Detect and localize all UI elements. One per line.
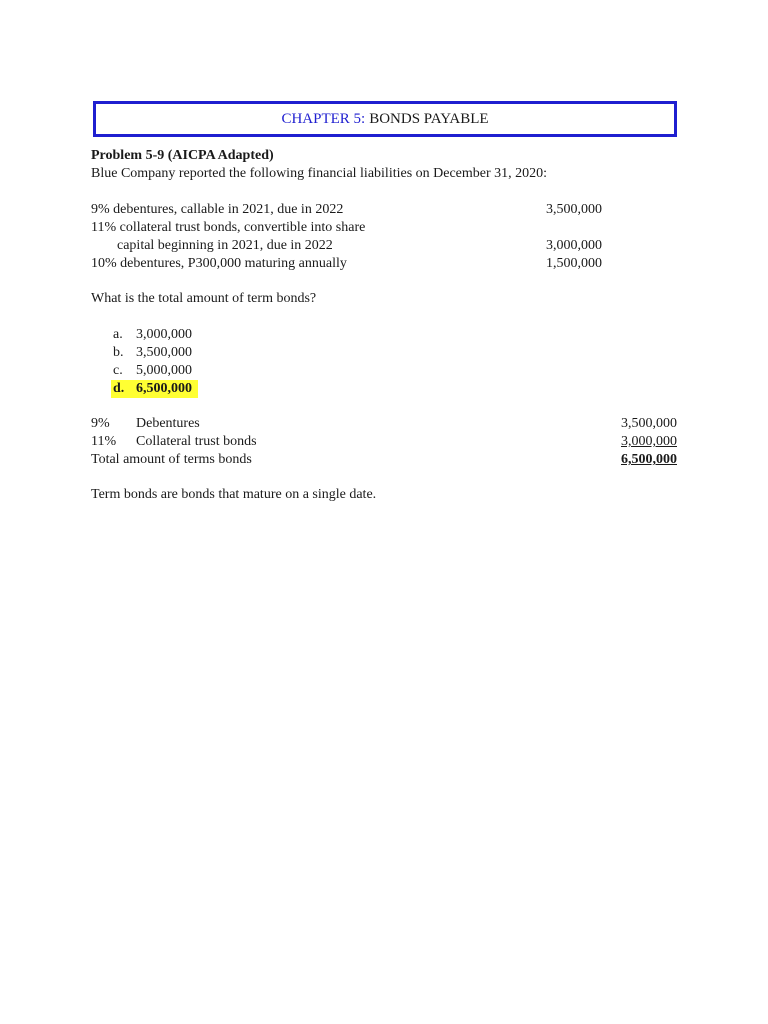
choice-c-value: 5,000,000 [136, 363, 192, 378]
liability-amount-2: 3,000,000 [546, 238, 602, 253]
solution-rate-2: 11% [91, 434, 117, 449]
solution-amount-2: 3,000,000 [621, 434, 677, 449]
solution-amount-1: 3,500,000 [621, 416, 677, 431]
liability-item-1: 9% debentures, callable in 2021, due in 2022 [91, 202, 344, 217]
liability-item-2-cont: capital beginning in 2021, due in 2022 [117, 238, 333, 253]
chapter-title-box [93, 101, 677, 137]
chapter-label: CHAPTER 5: [281, 110, 366, 127]
chapter-subject: BONDS PAYABLE [369, 110, 489, 127]
solution-note: Term bonds are bonds that mature on a single date. [91, 487, 377, 502]
solution-rate-1: 9% [91, 416, 110, 431]
liability-amount-1: 3,500,000 [546, 202, 602, 217]
solution-total-amount: 6,500,000 [621, 452, 677, 467]
liability-item-3: 10% debentures, P300,000 maturing annually [91, 256, 347, 271]
solution-desc-1: Debentures [136, 416, 200, 431]
choice-a-letter: a. [113, 327, 123, 342]
choice-b-letter: b. [113, 345, 124, 360]
liability-amount-3: 1,500,000 [546, 256, 602, 271]
choice-d-letter: d. [113, 381, 125, 396]
choice-d-answer [111, 380, 198, 398]
solution-total-label: Total amount of terms bonds [91, 452, 252, 467]
choice-c-letter: c. [113, 363, 123, 378]
problem-heading: Problem 5-9 (AICPA Adapted) [91, 148, 274, 163]
liability-item-2: 11% collateral trust bonds, convertible into share [91, 220, 366, 235]
question: What is the total amount of term bonds? [91, 291, 317, 306]
problem-intro: Blue Company reported the following financial liabilities on December 31, 2020: [91, 166, 548, 181]
solution-desc-2: Collateral trust bonds [136, 434, 257, 449]
choice-b-value: 3,500,000 [136, 345, 192, 360]
choice-a-value: 3,000,000 [136, 327, 192, 342]
choice-d-value: 6,500,000 [136, 381, 192, 396]
